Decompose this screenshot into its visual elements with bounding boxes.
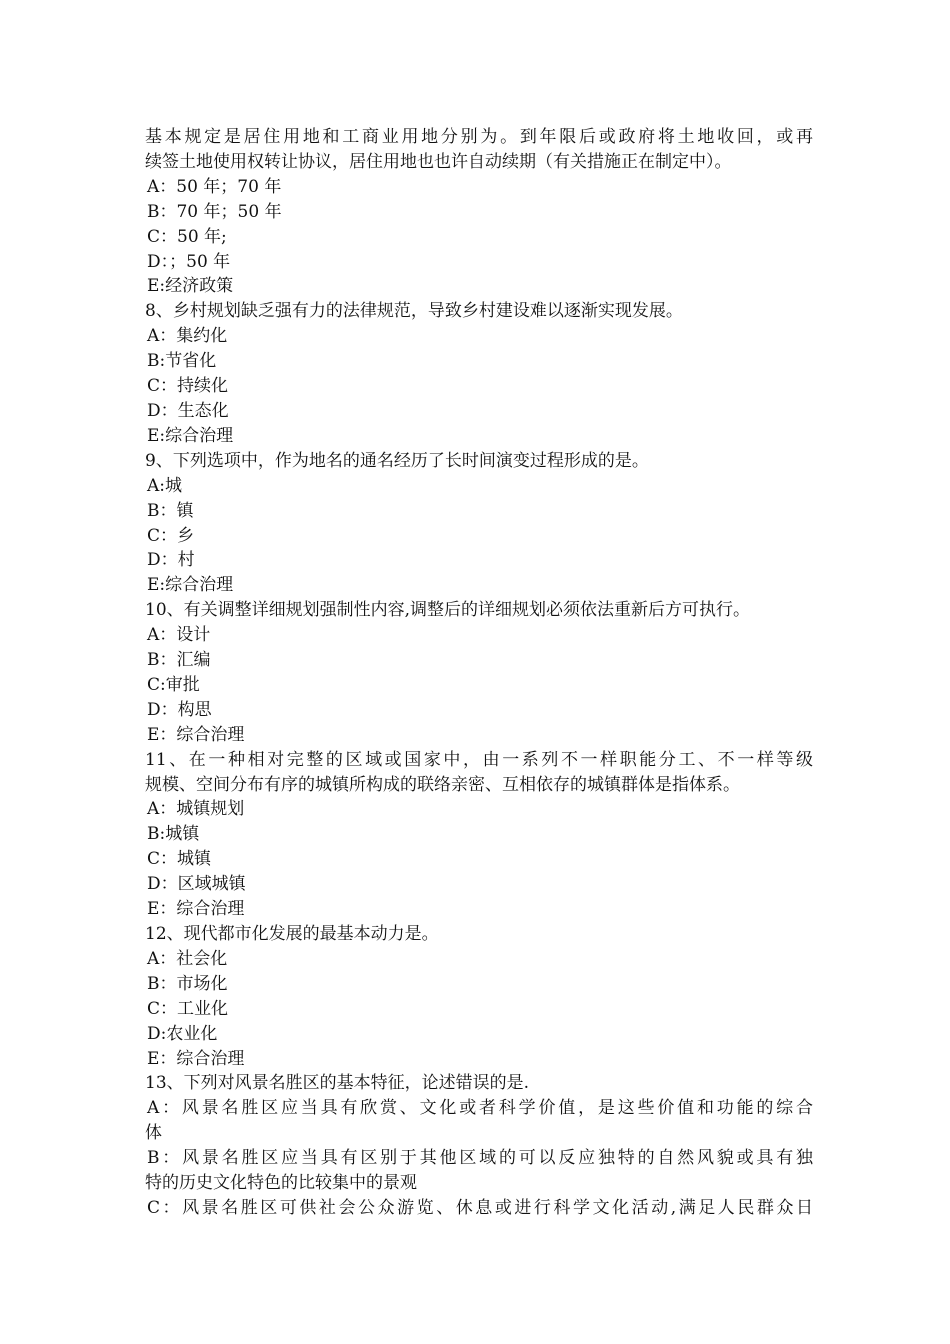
option-e: E：综合治理 <box>147 899 245 920</box>
option-a: A:城 <box>147 475 183 496</box>
option-d: D：构思 <box>147 699 212 720</box>
option-e: E:综合治理 <box>147 575 234 596</box>
option-d: D:农业化 <box>147 1023 218 1044</box>
document-page <box>145 125 813 1221</box>
option-c: C：乡 <box>147 525 195 546</box>
question-stem: 13、下列对风景名胜区的基本特征，论述错误的是. <box>145 1073 530 1094</box>
question-stem: 12、现代都市化发展的最基本动力是。 <box>145 924 439 944</box>
option-c: C：50 年; <box>147 226 227 247</box>
option-a: A：社会化 <box>147 948 228 969</box>
option-c: C：持续化 <box>147 376 229 397</box>
option-a: A：城镇规划 <box>147 799 245 820</box>
option-c: C:审批 <box>147 674 200 695</box>
paragraph-line: 续签土地使用权转让协议，居住用地也也许自动续期（有关措施正在制定中）。 <box>145 151 732 172</box>
option-d: D：生态化 <box>147 400 229 421</box>
option-b: B：市场化 <box>147 973 228 994</box>
option-b: B：汇编 <box>147 650 211 671</box>
option-b: B:节省化 <box>147 351 217 372</box>
option-e: E:综合治理 <box>147 425 234 446</box>
question-stem: 8、乡村规划缺乏强有力的法律规范，导致乡村建设难以逐渐实现发展。 <box>145 301 683 322</box>
question-stem: 9、下列选项中，作为地名的通名经历了长时间演变过程形成的是。 <box>145 450 649 471</box>
option-c: C：城镇 <box>147 849 212 870</box>
option-d: D：区域城镇 <box>147 874 246 895</box>
option-b: B:城镇 <box>147 824 200 845</box>
option-a: A：50 年；70 年 <box>147 176 282 197</box>
option-b: B：镇 <box>147 500 194 521</box>
question-stem: 10、有关调整详细规划强制性内容,调整后的详细规划必须依法重新后方可执行。 <box>145 600 751 621</box>
option-b-continued: 特的历史文化特色的比较集中的景观 <box>145 1173 417 1194</box>
option-d: D：村 <box>147 550 195 571</box>
question-stem: 规模、空间分布有序的城镇所构成的联络亲密、互相依存的城镇群体是指体系。 <box>145 774 740 795</box>
option-a-continued: 体 <box>145 1123 162 1144</box>
option-c: C：风景名胜区可供社会公众游览、休息或进行科学文化活动,满足人民群众日 <box>147 1197 813 1218</box>
option-c: C：工业化 <box>147 998 229 1019</box>
option-d: D：；50 年 <box>147 251 231 272</box>
option-e: E：综合治理 <box>147 1048 245 1069</box>
question-stem: 11、在一种相对完整的区域或国家中，由一系列不一样职能分工、不一样等级 <box>145 749 813 770</box>
option-e: E:经济政策 <box>147 276 234 297</box>
option-a: A：集约化 <box>147 326 228 347</box>
option-a: A：风景名胜区应当具有欣赏、文化或者科学价值，是这些价值和功能的综合 <box>147 1098 813 1119</box>
option-e: E：综合治理 <box>147 724 245 745</box>
option-b: B：风景名胜区应当具有区别于其他区域的可以反应独特的自然风貌或具有独 <box>147 1148 813 1169</box>
option-a: A：设计 <box>147 625 211 646</box>
option-b: B：70 年；50 年 <box>147 201 282 222</box>
paragraph-line: 基本规定是居住用地和工商业用地分别为。到年限后或政府将土地收回，或再 <box>145 127 813 147</box>
